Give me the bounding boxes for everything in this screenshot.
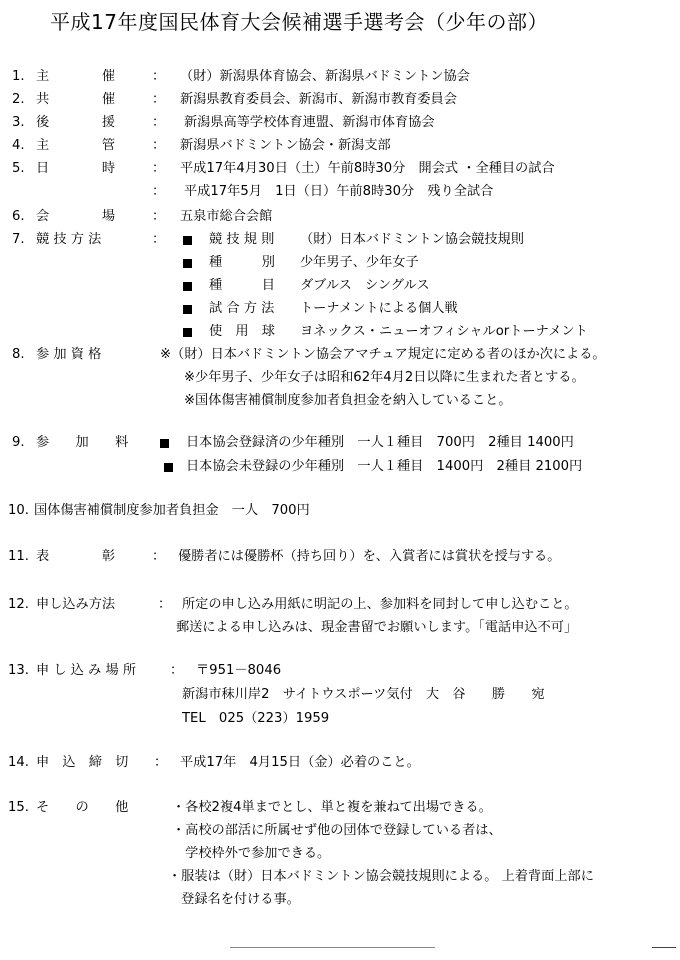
footer-divider: [652, 947, 676, 948]
item-11-label: 表 彰: [36, 549, 116, 564]
rule-key: 種 別: [209, 255, 275, 270]
page-title: 平成17年度国民体育大会候補選手選考会（少年の部）: [50, 10, 548, 34]
item-5-text: 平成17年4月30日（土）午前8時30分 開会式 ・全種目の試合: [180, 161, 555, 176]
footer-divider: [230, 947, 435, 948]
item-7-colon: ：: [152, 232, 166, 247]
item-1-colon: ：: [152, 69, 166, 84]
telephone: TEL 025（223）1959: [182, 711, 330, 726]
fee-row: 日本協会未登録の少年種別 一人１種目 1400円 2種目 2100円: [186, 459, 583, 474]
item-4-number: 4.: [12, 138, 25, 153]
item-13-number: 13.: [8, 663, 29, 678]
item-12-colon: ：: [158, 597, 172, 612]
rule-key: 試 合 方 法: [209, 301, 275, 316]
item-9-label: 参 加 料: [36, 435, 129, 450]
item-3-number: 3.: [12, 115, 25, 130]
fee-row: 日本協会登録済の少年種別 一人１種目 700円 2種目 1400円: [186, 435, 574, 450]
item-8-number: 8.: [12, 347, 25, 362]
item-2-colon: ：: [152, 92, 166, 107]
item-11-number: 11.: [8, 549, 29, 564]
item-4-colon: ：: [152, 138, 166, 153]
item-4-text: 新潟県バドミントン協会・新潟支部: [180, 138, 391, 153]
item-10-text: 国体傷害補償制度参加者負担金 一人 700円: [34, 503, 310, 518]
rule-value: ヨネックス・ニューオフィシャルorトーナメント: [300, 324, 588, 339]
item-5-colon: ：: [152, 161, 166, 176]
item-5-label: 日 時: [36, 161, 116, 176]
rule-key: 使 用 球: [209, 324, 275, 339]
item-6-text: 五泉市総合会館: [180, 209, 273, 224]
item-15-number: 15.: [8, 800, 29, 815]
bullet-square-icon: [183, 305, 192, 314]
item-5-text-2: 平成17年5月 1日（日）午前8時30分 残り全試合: [184, 184, 494, 199]
rule-value: 少年男子、少年女子: [300, 255, 419, 270]
item-13-label: 申 し 込 み 場 所: [36, 663, 137, 678]
item-1-text: （財）新潟県体育協会、新潟県バドミントン協会: [180, 69, 470, 84]
rule-key: 競 技 規 則: [209, 232, 275, 247]
item-15-label: そ の 他: [36, 800, 129, 815]
item-14-text: 平成17年 4月15日（金）必着のこと。: [180, 755, 420, 770]
item-1-label: 主 催: [36, 69, 116, 84]
eligibility-line: ※国体傷害補償制度参加者負担金を納入していること。: [184, 393, 512, 408]
item-12-number: 12.: [8, 597, 29, 612]
item-12-text: 所定の申し込み用紙に明記の上、参加料を同封して申し込むこと。: [182, 597, 578, 612]
item-3-label: 後 援: [36, 115, 116, 130]
item-14-colon: ：: [154, 755, 168, 770]
item-6-label: 会 場: [36, 209, 116, 224]
item-3-colon: ：: [152, 115, 166, 130]
item-13-colon: ：: [170, 663, 184, 678]
address: 新潟市秣川岸2 サイトウスポーツ気付 大 谷 勝 宛: [182, 687, 545, 702]
other-line: ・服装は（財）日本バドミントン協会競技規則による。 上着背面上部に: [168, 869, 594, 884]
bullet-square-icon: [183, 259, 192, 268]
item-5-colon-2: ：: [152, 184, 166, 199]
item-2-number: 2.: [12, 92, 25, 107]
item-11-colon: ：: [152, 549, 166, 564]
item-6-colon: ：: [152, 209, 166, 224]
item-2-text: 新潟県教育委員会、新潟市、新潟市教育委員会: [180, 92, 457, 107]
item-4-label: 主 管: [36, 138, 116, 153]
bullet-square-icon: [160, 439, 169, 448]
item-5-number: 5.: [12, 161, 25, 176]
other-line: ・各校2複4単までとし、単と複を兼ねて出場できる。: [172, 800, 492, 815]
item-6-number: 6.: [12, 209, 25, 224]
other-line: ・高校の部活に所属せず他の団体で登録している者は、: [172, 823, 502, 838]
other-line: 登録名を付ける事。: [168, 892, 300, 907]
item-10-number: 10.: [8, 503, 29, 518]
item-3-text: 新潟県高等学校体育連盟、新潟市体育協会: [184, 115, 435, 130]
item-14-number: 14.: [8, 755, 29, 770]
item-7-number: 7.: [12, 232, 25, 247]
rule-value: ダブルス シングルス: [300, 278, 430, 293]
eligibility-line: ※少年男子、少年女子は昭和62年4月2日以降に生まれた者とする。: [184, 370, 585, 385]
item-14-label: 申 込 締 切: [36, 755, 129, 770]
bullet-square-icon: [164, 463, 173, 472]
bullet-square-icon: [183, 282, 192, 291]
item-12-text-2: 郵送による申し込みは、現金書留でお願いします。「電話申込不可」: [176, 620, 578, 635]
item-7-label: 競 技 方 法: [36, 232, 102, 247]
postal-code: 〒951－8046: [196, 663, 282, 678]
item-8-label: 参 加 資 格: [36, 347, 102, 362]
bullet-square-icon: [183, 328, 192, 337]
item-11-text: 優勝者には優勝杯（持ち回り）を、入賞者には賞状を授与する。: [178, 549, 561, 564]
rule-key: 種 目: [209, 278, 275, 293]
item-9-number: 9.: [12, 435, 25, 450]
other-line: 学校枠外で参加できる。: [172, 846, 331, 861]
rule-value: （財）日本バドミントン協会競技規則: [300, 232, 524, 247]
eligibility-line: ※（財）日本バドミントン協会アマチュア規定に定める者のほか次による。: [160, 347, 606, 362]
bullet-square-icon: [183, 236, 192, 245]
item-12-label: 申し込み方法: [36, 597, 116, 612]
item-2-label: 共 催: [36, 92, 116, 107]
item-1-number: 1.: [12, 69, 25, 84]
rule-value: トーナメントによる個人戦: [300, 301, 458, 316]
